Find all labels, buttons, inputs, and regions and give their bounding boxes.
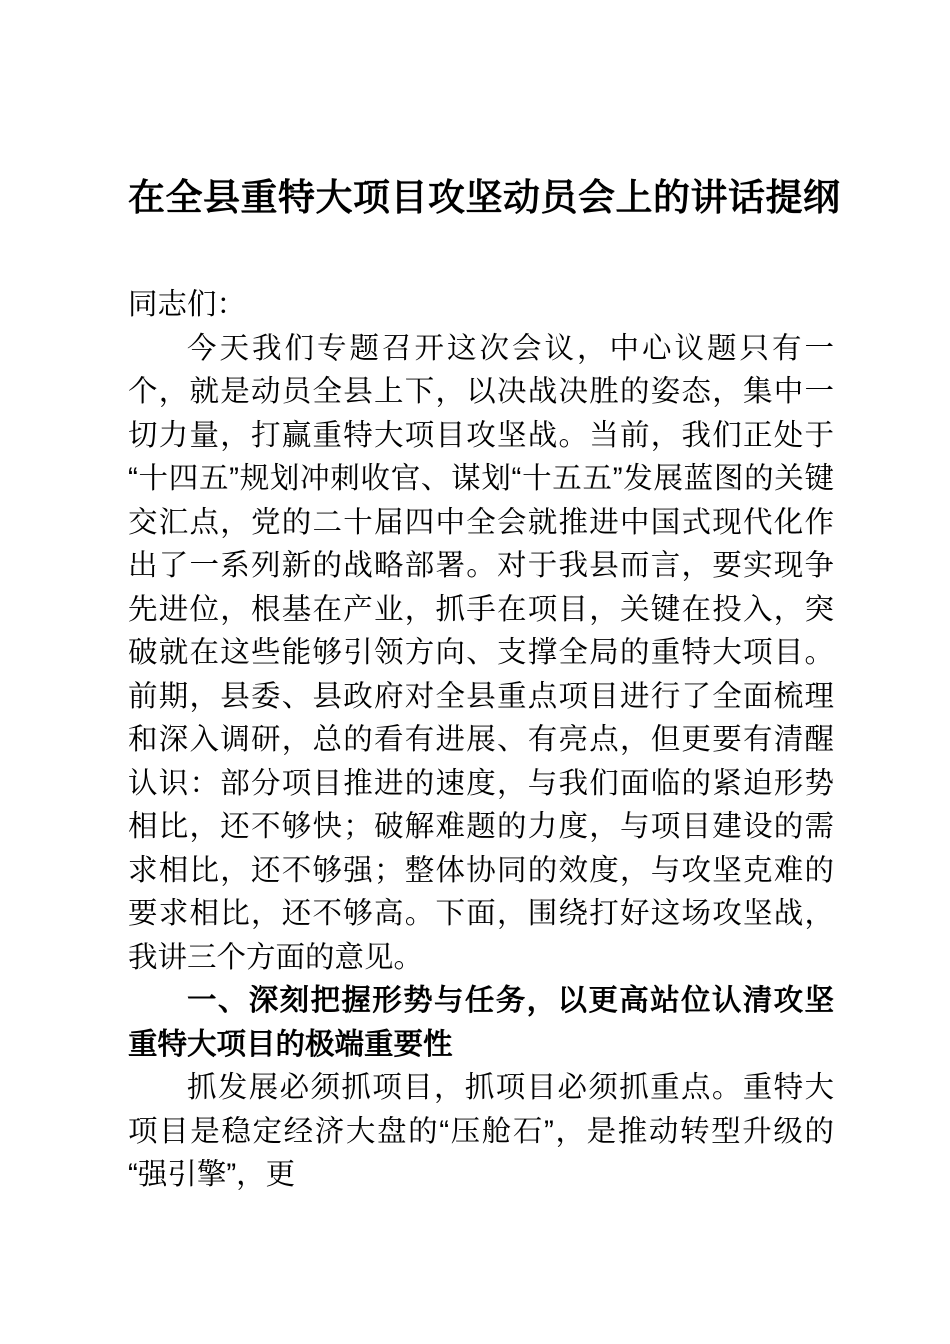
paragraph-section-one-body: 抓发展必须抓项目，抓项目必须抓重点。重特大项目是稳定经济大盘的“压舱石”，是推动转型升级的“强引擎”，更: [128, 1071, 834, 1191]
paragraph-opening: 今天我们专题召开这次会议，中心议题只有一个，就是动员全县上下，以决战决胜的姿态，集中一切力量，打赢重特大项目攻坚战。当前，我们正处于“十四五”规划冲刺收官、谋划“十五五”发展蓝图的关键交汇点，党的二十届四中全会就推进中国式现代化作出了一系列新的战略部署。对于我县而言，要实现争先进位，根基在产业，抓手在项目，关键在投入，突破就在这些能够引领方向、支撑全局的重特大项目。前期，县委、县政府对全县重点项目进行了全面梳理和深入调研，总的看有进展、有亮点，但更要有清醒认识：部分项目推进的速度，与我们面临的紧迫形势相比，还不够快；破解难题的力度，与项目建设的需求相比，还不够强；整体协同的效度，与攻坚克难的要求相比，还不够高。下面，围绕打好这场攻坚战，我讲三个方面的意见。: [128, 331, 834, 974]
section-heading-one: 一、深刻把握形势与任务，以更高站位认清攻坚重特大项目的极端重要性: [128, 984, 834, 1061]
salutation: 同志们：: [128, 288, 247, 321]
page-title: 在全县重特大项目攻坚动员会上的讲话提纲: [128, 177, 841, 218]
document-body: [128, 283, 834, 1197]
